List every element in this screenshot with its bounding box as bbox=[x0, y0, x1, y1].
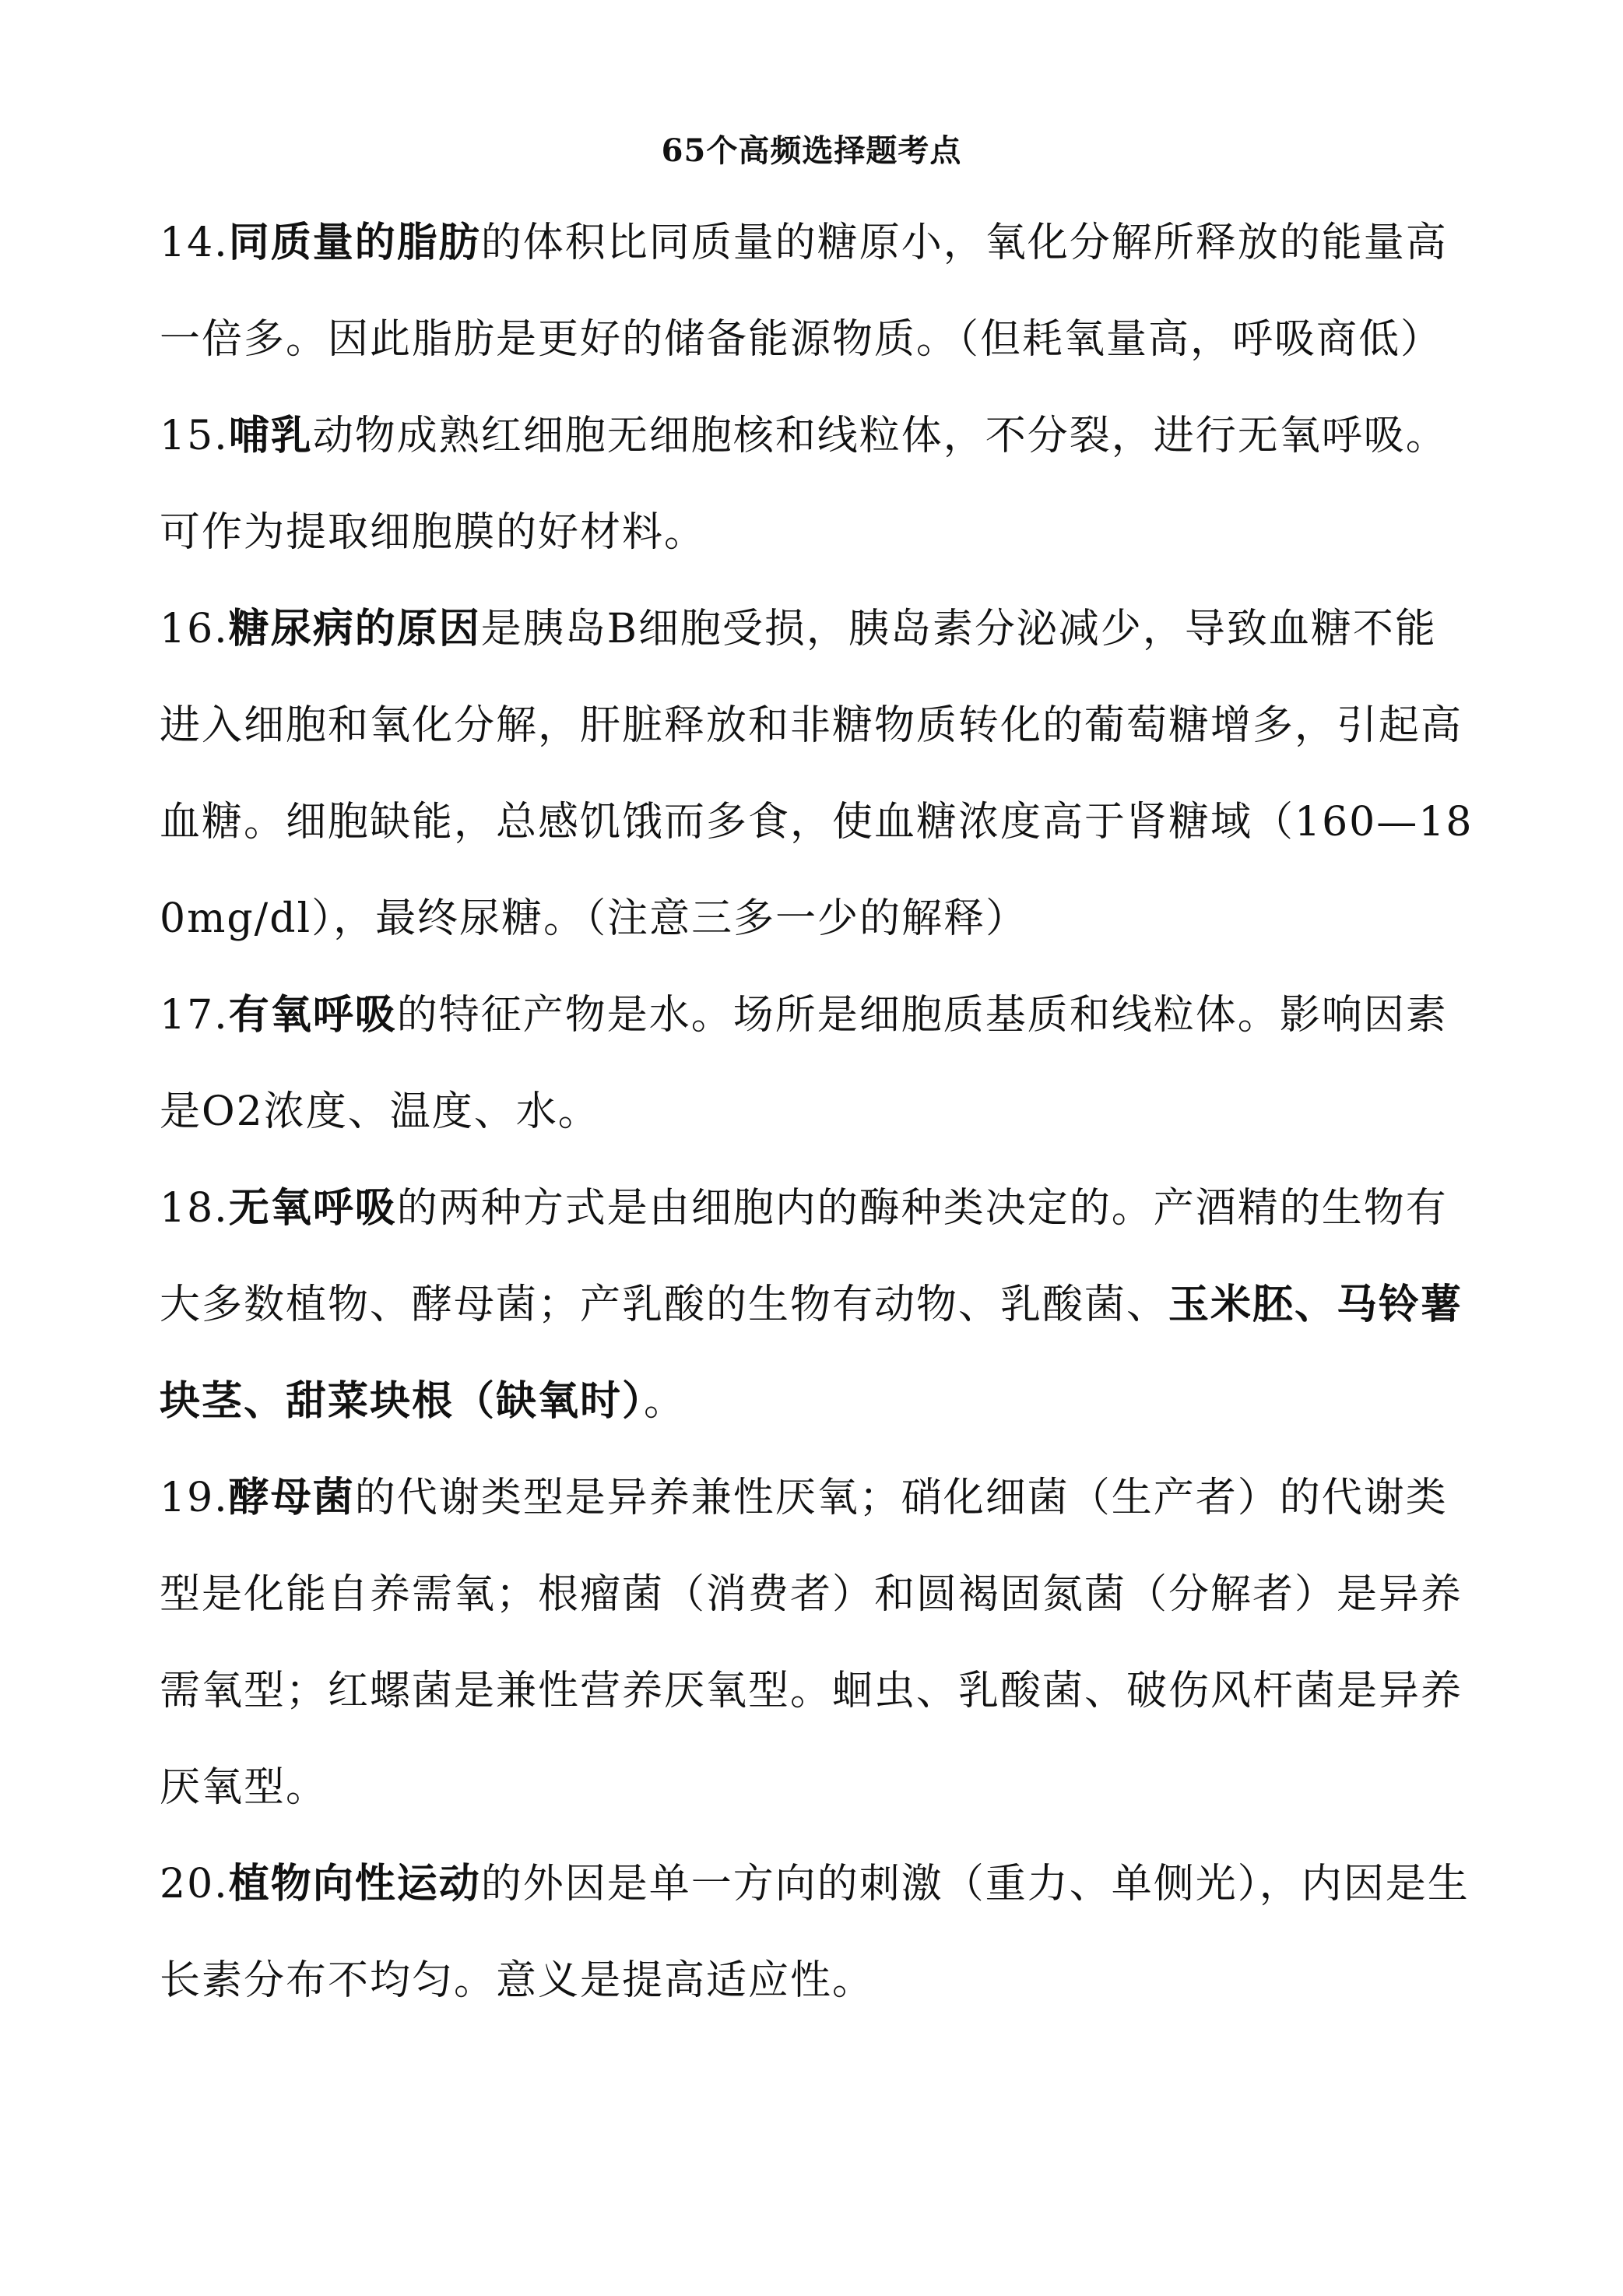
point-item-14 bbox=[160, 195, 1475, 388]
point-item-16 bbox=[160, 581, 1475, 967]
item-keyword: 糖尿病的原因 bbox=[228, 605, 481, 652]
item-text: 的两种方式是由细胞内的酶种类决定的。产酒精的生物有大多数植物、酵母菌；产乳酸的生物有动物、乳酸菌、 bbox=[160, 1185, 1448, 1328]
item-number: 18. bbox=[160, 1185, 229, 1232]
point-item-18 bbox=[160, 1160, 1475, 1450]
item-number: 19. bbox=[160, 1475, 229, 1521]
item-text: 的特征产物是水。场所是细胞质基质和线粒体。影响因素是O2浓度、温度、水。 bbox=[160, 992, 1448, 1135]
document-content bbox=[160, 195, 1475, 2029]
item-keyword-secondary: 玉米胚、马铃薯块茎、甜菜块根（缺氧时） bbox=[160, 1281, 1463, 1425]
item-text: 的外因是单一方向的刺激（重力、单侧光），内因是生长素分布不均匀。意义是提高适应性。 bbox=[160, 1861, 1470, 2004]
item-text: 是胰岛B细胞受损，胰岛素分泌减少，导致血糖不能进入细胞和氧化分解，肝脏释放和非糖物质转化的葡萄糖增多，引起高血糖。细胞缺能，总感饥饿而多食，使血糖浓度高于肾糖域（160—180mg/dl），最终尿糖。（注意三多一少的解释） bbox=[160, 606, 1474, 942]
item-number: 17. bbox=[160, 992, 229, 1039]
item-keyword: 哺乳 bbox=[228, 412, 313, 459]
item-number: 15. bbox=[160, 413, 229, 459]
item-text: 动物成熟红细胞无细胞核和线粒体，不分裂，进行无氧呼吸。可作为提取细胞膜的好材料。 bbox=[160, 413, 1448, 556]
item-text-end: 。 bbox=[644, 1378, 687, 1425]
item-keyword: 无氧呼吸 bbox=[228, 1184, 397, 1232]
item-number: 16. bbox=[160, 606, 229, 652]
point-item-17 bbox=[160, 967, 1475, 1160]
item-keyword: 酵母菌 bbox=[228, 1474, 355, 1521]
point-item-20 bbox=[160, 1836, 1475, 2029]
item-keyword: 植物向性运动 bbox=[228, 1860, 481, 1907]
document-title: 65个高频选择题考点 bbox=[661, 132, 962, 169]
item-keyword: 有氧呼吸 bbox=[228, 991, 397, 1039]
item-keyword: 同质量的脂肪 bbox=[228, 219, 481, 266]
item-number: 14. bbox=[160, 220, 229, 266]
item-number: 20. bbox=[160, 1861, 229, 1907]
item-text: 的代谢类型是异养兼性厌氧；硝化细菌（生产者）的代谢类型是化能自养需氧；根瘤菌（消费者）和圆褐固氮菌（分解者）是异养需氧型；红螺菌是兼性营养厌氧型。蛔虫、乳酸菌、破伤风杆菌是异养厌氧型。 bbox=[160, 1475, 1463, 1811]
point-item-19 bbox=[160, 1450, 1475, 1836]
point-item-15 bbox=[160, 388, 1475, 581]
item-text: 的体积比同质量的糖原小，氧化分解所释放的能量高一倍多。因此脂肪是更好的储备能源物质。（但耗氧量高，呼吸商低） bbox=[160, 220, 1448, 363]
